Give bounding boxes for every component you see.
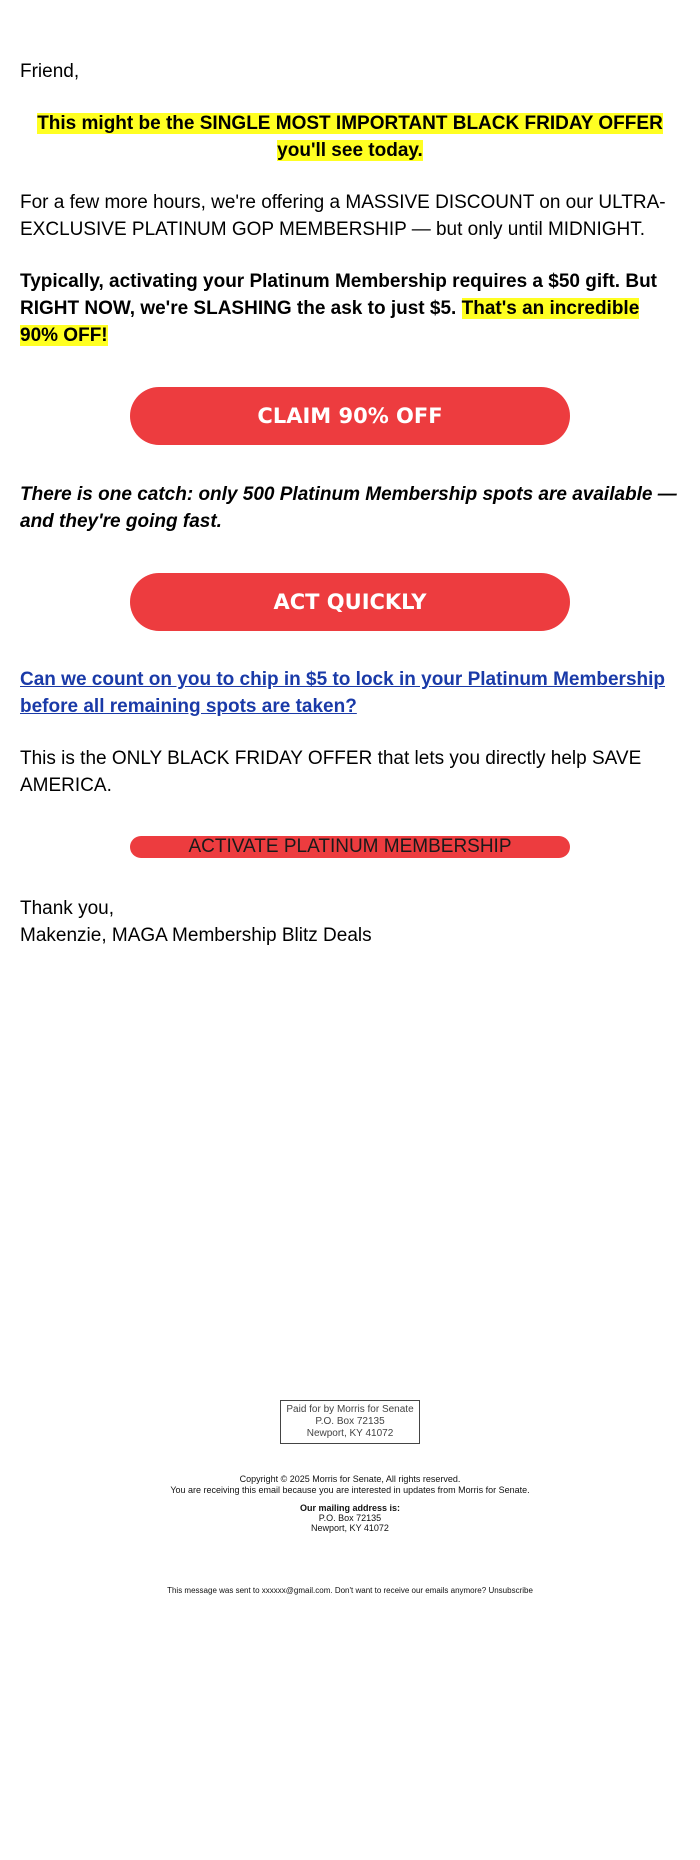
unsubscribe-link[interactable]: Unsubscribe	[488, 1586, 533, 1595]
paid-for-line: Paid for by Morris for Senate	[286, 1404, 414, 1415]
chip-in-link[interactable]: Can we count on you to chip in $5 to lock in your Platinum Membership before all remaining spots are taken?	[20, 669, 666, 717]
copyright-line: Copyright © 2025 Morris for Senate, All rights reserved.	[239, 1474, 461, 1484]
email-footer	[0, 1400, 700, 1596]
email-body	[20, 58, 680, 949]
chip-in-paragraph	[20, 666, 680, 720]
intro-paragraph: For a few more hours, we're offering a MASSIVE DISCOUNT on our ULTRA-EXCLUSIVE PLATINUM GOP MEMBERSHIP — but only until MIDNIGHT.	[20, 192, 666, 240]
mailing-address	[0, 1503, 700, 1533]
claim-90-off-button[interactable]: CLAIM 90% OFF	[130, 387, 570, 445]
offer-text: Typically, activating your Platinum Membership requires a $50 gift. But RIGHT NOW, we're SLASHING the ask to just $5.	[20, 271, 658, 319]
mailing-po-box: P.O. Box 72135	[318, 1513, 382, 1523]
headline	[20, 110, 680, 164]
subscription-reason: You are receiving this email because you are interested in updates from Morris for Senate.	[170, 1485, 530, 1495]
only-offer-paragraph: This is the ONLY BLACK FRIDAY OFFER that lets you directly help SAVE AMERICA.	[20, 748, 642, 796]
headline-highlight: This might be the SINGLE MOST IMPORTANT BLACK FRIDAY OFFER you'll see today.	[37, 113, 663, 161]
paid-for-box	[280, 1400, 419, 1444]
catch-paragraph: There is one catch: only 500 Platinum Membership spots are available — and they're going fast.	[20, 484, 677, 532]
copyright-block	[0, 1474, 700, 1496]
sent-notice	[0, 1586, 700, 1596]
thanks-line: Thank you,	[20, 898, 114, 919]
mailing-city: Newport, KY 41072	[311, 1523, 389, 1533]
act-quickly-button[interactable]: ACT QUICKLY	[130, 573, 570, 631]
paid-po-box: P.O. Box 72135	[315, 1416, 385, 1427]
mailing-label: Our mailing address is:	[299, 1503, 401, 1513]
sent-to-text: This message was sent to xxxxxx@gmail.com. Don't want to receive our emails anymore?	[167, 1586, 487, 1595]
offer-paragraph	[20, 268, 680, 349]
offer-highlight: That's an incredible 90% OFF!	[20, 298, 640, 346]
greeting: Friend,	[20, 61, 80, 82]
activate-platinum-membership-button[interactable]: ACTIVATE PLATINUM MEMBERSHIP	[130, 836, 570, 858]
paid-city: Newport, KY 41072	[306, 1428, 394, 1439]
signature: Makenzie, MAGA Membership Blitz Deals	[20, 925, 372, 946]
